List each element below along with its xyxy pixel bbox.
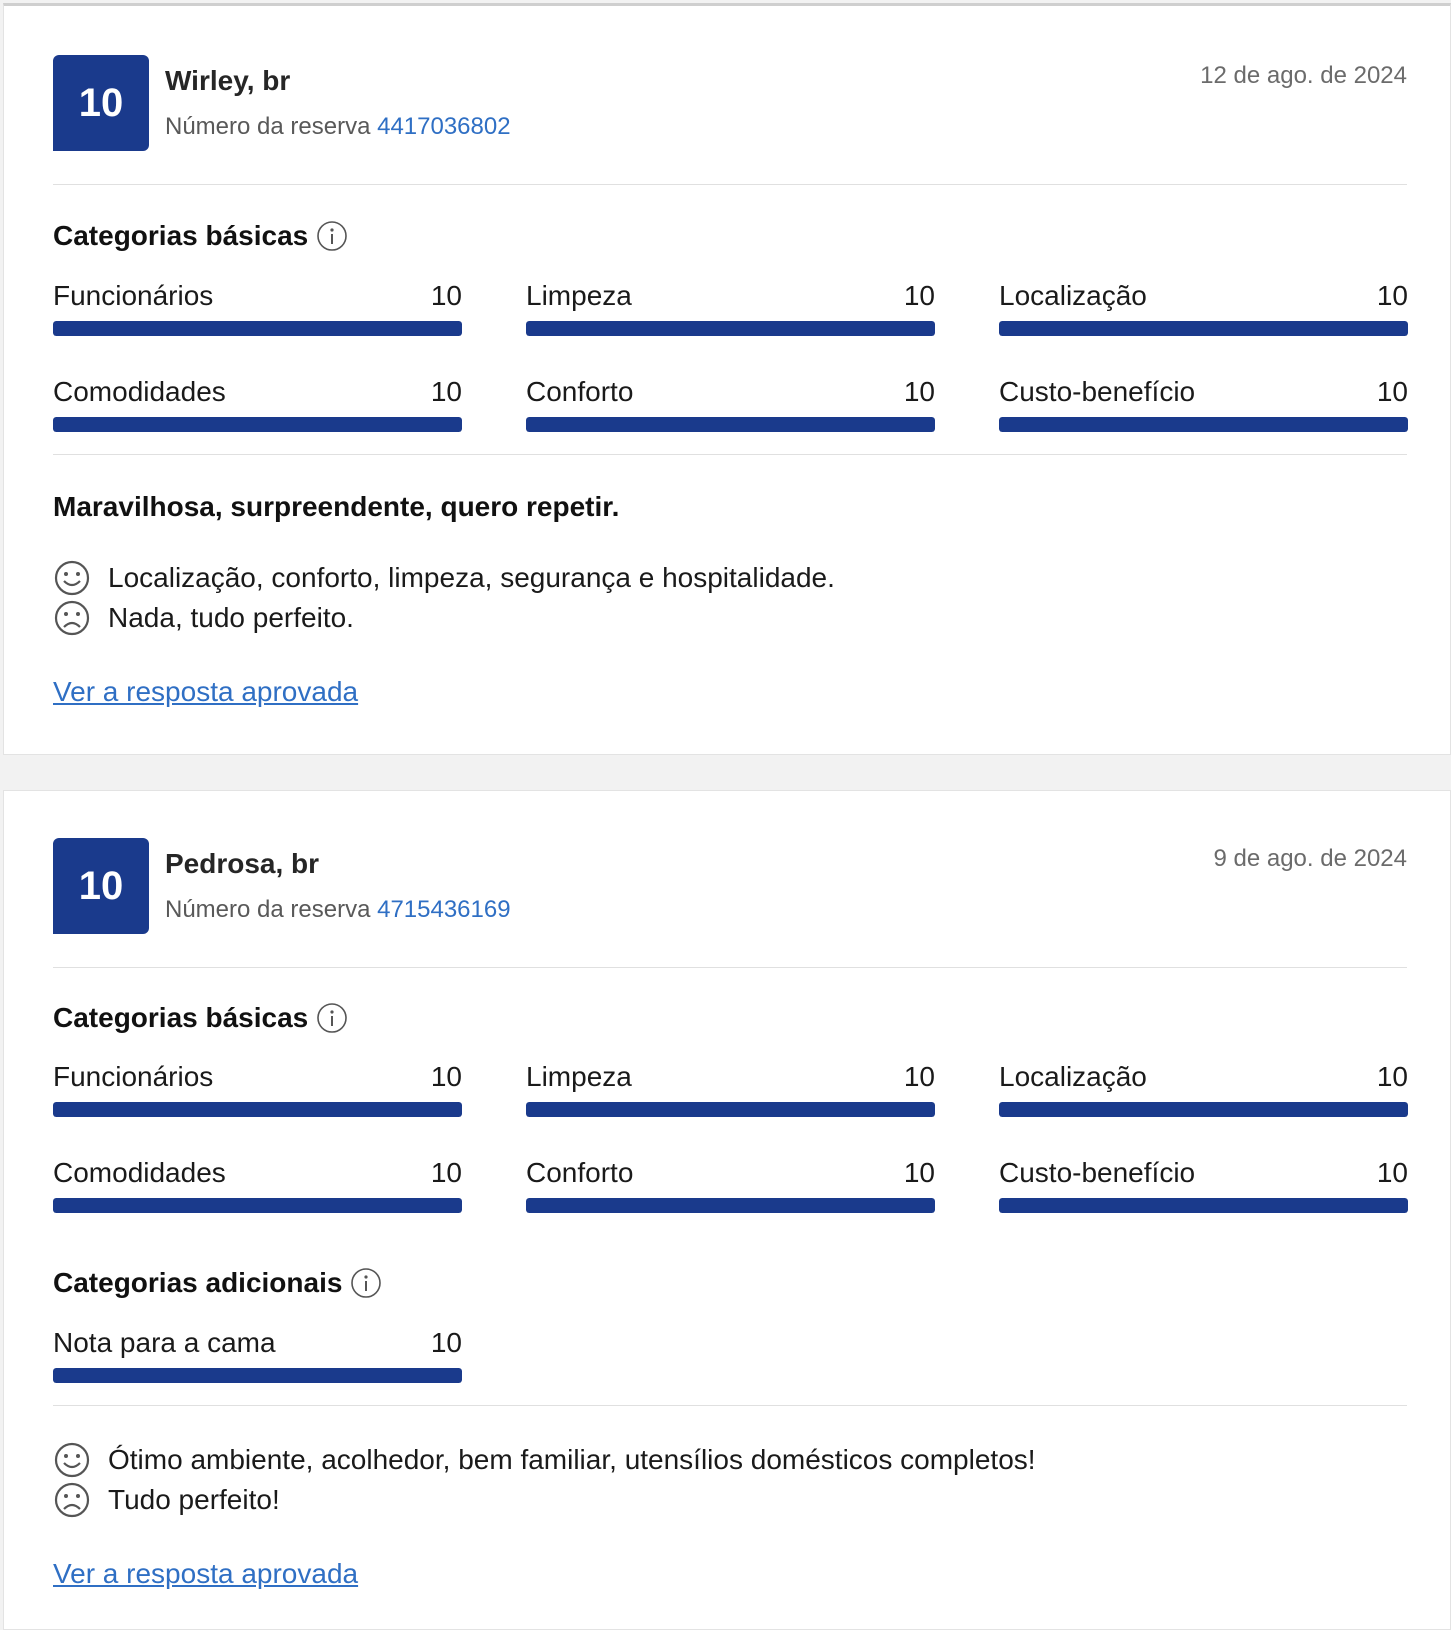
divider <box>53 184 1407 185</box>
booking-label: Número da reserva <box>165 113 371 140</box>
basic-categories-title <box>53 1002 348 1034</box>
category-bar-fill <box>53 1198 462 1213</box>
category-bar <box>53 1102 462 1117</box>
section-title-text: Categorias adicionais <box>53 1267 343 1298</box>
review-score-badge: 10 <box>53 55 149 151</box>
category-label: Limpeza <box>526 1061 632 1092</box>
category-label: Conforto <box>526 376 634 407</box>
negative-comment-text: Nada, tudo perfeito. <box>108 602 354 633</box>
reviewer-name: Wirley, br <box>165 65 291 96</box>
category-bar <box>526 1102 935 1117</box>
category-value: 10 <box>430 376 462 407</box>
category-score <box>526 1157 935 1215</box>
category-bar <box>526 321 935 336</box>
category-label: Conforto <box>526 1157 634 1188</box>
category-score <box>53 280 462 338</box>
category-bar-fill <box>53 1102 462 1117</box>
category-label: Localização <box>999 1061 1147 1092</box>
smiley-face-icon <box>53 559 91 597</box>
category-bar-fill <box>999 1102 1408 1117</box>
category-score <box>999 280 1408 338</box>
category-label: Funcionários <box>53 280 214 311</box>
category-label: Localização <box>999 280 1147 311</box>
category-bar <box>999 1102 1408 1117</box>
category-bar-fill <box>53 417 462 432</box>
category-value: 10 <box>1376 280 1408 311</box>
category-label: Comodidades <box>53 376 226 407</box>
category-bar <box>999 1198 1408 1213</box>
booking-number-row <box>165 113 511 141</box>
category-score <box>53 1327 462 1385</box>
negative-comment <box>53 599 354 637</box>
negative-comment <box>53 1481 280 1519</box>
category-bar-fill <box>53 1368 462 1383</box>
booking-label: Número da reserva <box>165 896 371 923</box>
category-bar-fill <box>526 1102 935 1117</box>
info-icon[interactable] <box>316 220 348 252</box>
positive-comment <box>53 559 835 597</box>
category-score <box>999 1061 1408 1119</box>
review-card <box>3 3 1451 755</box>
category-bar <box>526 1198 935 1213</box>
booking-number-link[interactable]: 4715436169 <box>377 896 511 923</box>
category-value: 10 <box>903 376 935 407</box>
category-score <box>526 376 935 434</box>
review-score-badge: 10 <box>53 838 149 934</box>
positive-comment <box>53 1441 1036 1479</box>
info-icon[interactable] <box>316 1002 348 1034</box>
category-value: 10 <box>430 280 462 311</box>
category-label: Limpeza <box>526 280 632 311</box>
category-score <box>999 1157 1408 1215</box>
category-bar-fill <box>526 321 935 336</box>
category-score <box>526 280 935 338</box>
category-value: 10 <box>903 1157 935 1188</box>
review-headline: Maravilhosa, surpreendente, quero repetir. <box>53 491 620 522</box>
category-bar <box>53 321 462 336</box>
category-score <box>526 1061 935 1119</box>
category-label: Custo-benefício <box>999 1157 1196 1188</box>
category-bar <box>999 321 1408 336</box>
category-value: 10 <box>430 1327 462 1358</box>
category-value: 10 <box>903 1061 935 1092</box>
category-value: 10 <box>430 1157 462 1188</box>
sad-face-icon <box>53 1481 91 1519</box>
view-approved-response-link[interactable]: Ver a resposta aprovada <box>53 676 359 707</box>
category-bar <box>526 417 935 432</box>
section-title-text: Categorias básicas <box>53 1002 309 1033</box>
category-label: Custo-benefício <box>999 376 1196 407</box>
category-bar-fill <box>526 1198 935 1213</box>
category-bar-fill <box>999 321 1408 336</box>
category-score <box>53 1157 462 1215</box>
additional-categories-title <box>53 1267 382 1299</box>
category-bar <box>999 417 1408 432</box>
positive-comment-text: Localização, conforto, limpeza, segurança e hospitalidade. <box>108 562 835 593</box>
positive-comment-text: Ótimo ambiente, acolhedor, bem familiar, utensílios domésticos completos! <box>108 1444 1036 1475</box>
divider <box>53 967 1407 968</box>
category-bar-fill <box>53 321 462 336</box>
category-value: 10 <box>1376 376 1408 407</box>
category-label: Comodidades <box>53 1157 226 1188</box>
sad-face-icon <box>53 599 91 637</box>
review-date: 12 de ago. de 2024 <box>1200 62 1407 89</box>
divider <box>53 1405 1407 1406</box>
category-label: Nota para a cama <box>53 1327 276 1358</box>
category-value: 10 <box>1376 1061 1408 1092</box>
section-title-text: Categorias básicas <box>53 220 309 251</box>
category-bar-fill <box>526 417 935 432</box>
category-score <box>53 1061 462 1119</box>
category-bar-fill <box>999 417 1408 432</box>
divider <box>53 454 1407 455</box>
basic-categories-title <box>53 220 348 252</box>
category-score <box>999 376 1408 434</box>
category-bar <box>53 1368 462 1383</box>
negative-comment-text: Tudo perfeito! <box>108 1484 280 1515</box>
category-bar-fill <box>999 1198 1408 1213</box>
category-score <box>53 376 462 434</box>
info-icon[interactable] <box>350 1267 382 1299</box>
smiley-face-icon <box>53 1441 91 1479</box>
category-bar <box>53 417 462 432</box>
category-value: 10 <box>903 280 935 311</box>
reviewer-name: Pedrosa, br <box>165 848 320 879</box>
booking-number-row <box>165 896 511 924</box>
category-label: Funcionários <box>53 1061 214 1092</box>
category-value: 10 <box>430 1061 462 1092</box>
category-bar <box>53 1198 462 1213</box>
booking-number-link[interactable]: 4417036802 <box>377 113 511 140</box>
review-date: 9 de ago. de 2024 <box>1213 845 1407 872</box>
category-value: 10 <box>1376 1157 1408 1188</box>
review-card <box>3 790 1451 1630</box>
view-approved-response-link[interactable]: Ver a resposta aprovada <box>53 1558 359 1589</box>
